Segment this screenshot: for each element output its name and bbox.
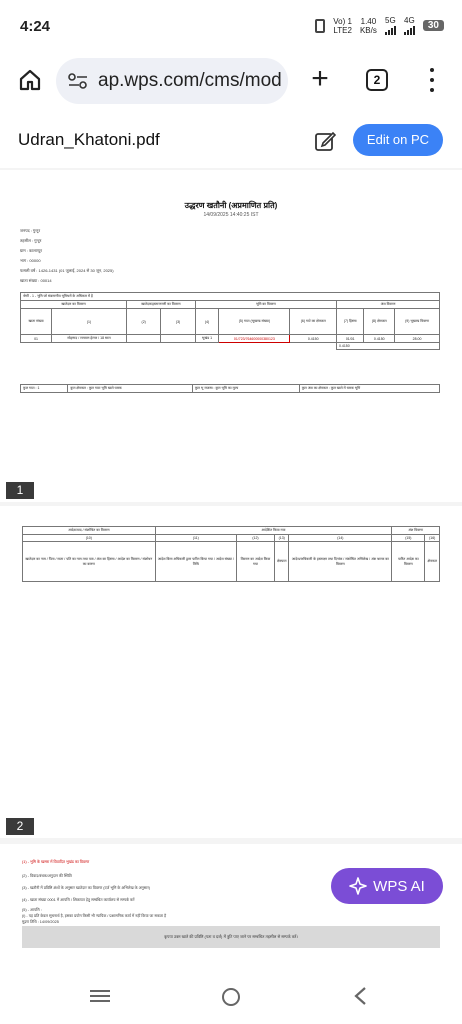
signal-bars-icon xyxy=(404,25,415,35)
column-header: (8) क्षेत्रफल xyxy=(364,309,395,335)
group-header: अंश विवरण xyxy=(392,527,440,535)
group-header: खातेदार का विवरण xyxy=(21,301,127,309)
document-title: Udran_Khatoni.pdf xyxy=(18,130,160,149)
group-header: आदेशित किया गया xyxy=(155,527,392,535)
group-header: आदेश/वाद / संशोधित का विवरण xyxy=(23,527,156,535)
note-line: (1) - भूमि के खसरा में विवादित भूखंड का विवरण xyxy=(22,860,90,864)
plus-icon: + xyxy=(311,62,329,95)
sparkle-icon xyxy=(349,877,367,895)
notice-box: कृपया उक्त खाते की प्रविष्टि (पता व दर्ज) में त्रुटि पाए जाने पर सम्बंधित तहसील से सम्पर्क करें। xyxy=(22,926,440,948)
new-tab-button[interactable] xyxy=(306,62,334,95)
home-icon xyxy=(18,68,42,92)
pdf-page-2 xyxy=(0,506,462,838)
browser-toolbar xyxy=(0,52,462,110)
table-note: श्रेणी - 1 - भूमि जो संक्रमणीय भूमिधरों के अधिकार में है xyxy=(21,293,440,301)
signal-bars-icon xyxy=(385,25,396,35)
home-button[interactable] xyxy=(18,68,42,92)
summary-cell: कुल क्षेत्रफल : कुल गाटा भूमि खाते धारक xyxy=(68,385,192,393)
pdf-viewer[interactable] xyxy=(0,168,462,968)
summary-cell: कुल अंश का क्षेत्रफल : कुल खाते में धारक भूमि xyxy=(299,385,439,393)
meta-line: ग्राम : कालाप्पुर xyxy=(20,248,43,253)
note-line: (5) - आपत्ति : xyxy=(22,908,42,912)
pdf-page-1 xyxy=(0,170,462,502)
battery-indicator: 30 xyxy=(423,20,444,31)
column-header: (6) गाटे का क्षेत्रफल xyxy=(290,309,337,335)
table-row: खातेदार का नाम / पिता / माता / पति का नाम तथा पता / अंश का हिस्सा / आदेश का विवरण / संशोधन का कारण आदेश किस अधिकारी द्वारा पारित किया गया / आदेश संख्या / तिथि विवरण का आदेश किया गया क्षेत्रफल आदेश/अधिकारी के हस्ताक्षर तथा दिनांक / संशोधित अभिलेख / अंश धारक का विवरण पारित आदेश का विवरण क्षेत्रफल xyxy=(23,542,440,582)
summary-table xyxy=(20,384,440,393)
signal-5g: 5G xyxy=(385,16,396,35)
note-line: (2) - विवाद/बंधक/अनुदान की स्थिति xyxy=(22,874,72,878)
note-line: मुद्रण तिथि : 14/09/2025 xyxy=(22,920,59,924)
column-header: (9) भूखण्ड विवरण xyxy=(395,309,440,335)
summary-cell: कुल गाटा : 1 xyxy=(21,385,68,393)
page-number-badge: 2 xyxy=(6,818,34,835)
wps-ai-label: WPS AI xyxy=(373,877,425,895)
note-line: (i) - यह प्रति केवल सूचनार्थ है, इसका प्रयोग किसी भी न्यायिक / प्रशासनिक कार्य में नहीं किया जा सकता है xyxy=(22,914,167,918)
meta-line: भाग : 00000 xyxy=(20,258,41,263)
page-subheading: 14/09/2025 14:40:25 IST xyxy=(203,212,259,218)
highlighted-plot-id: 01/723/764600000380123 xyxy=(219,335,290,343)
status-bar xyxy=(0,0,462,52)
column-header: (1) xyxy=(52,309,127,335)
group-header: भूमि का विवरण xyxy=(195,301,336,309)
volte-indicator: Vo) 1 LTE2 xyxy=(333,16,352,35)
meta-line: खाता संख्या : 00014 xyxy=(20,278,52,283)
meta-line: तहसील : गुन्टूर xyxy=(20,238,42,243)
site-settings-icon[interactable] xyxy=(68,73,88,89)
column-header: (2) xyxy=(126,309,160,335)
column-header: (4) xyxy=(195,309,218,335)
column-header: (7) हिस्सा xyxy=(336,309,363,335)
note-line: (3) - खतौनी में प्रविष्टि अंशों के अनुसार खातेदार का विवरण (दर्ज भूमि के अभिलेख के अनुसार) xyxy=(22,886,151,890)
meta-line: जनपद : गुन्टूर xyxy=(20,228,41,233)
back-button[interactable] xyxy=(353,986,367,1012)
signal-4g: 4G xyxy=(404,16,415,35)
column-header: (3) xyxy=(161,309,195,335)
recent-apps-button[interactable] xyxy=(90,990,110,1002)
note-line: (4) - खाता संख्या 0001 में आपत्ति / शिकायत हेतु सम्बंधित कार्यालय से सम्पर्क करें xyxy=(22,898,135,902)
page-number-badge: 1 xyxy=(6,482,34,499)
total-area: 0.4150 xyxy=(336,343,439,350)
wps-ai-button[interactable] xyxy=(331,868,443,904)
order-table: आदेश/वाद / संशोधित का विवरण आदेशित किया गया अंश विवरण (10) (11) (12) (13) (14) (15) (16) खातेदार का नाम / पिता / माता / पति का नाम तथा पता / अंश का हिस्सा / आदेश का विवरण / संशोधन का कारण आदेश किस अधिकारी द्वारा पारित किया गया / आदेश संख्या / तिथि विवरण का आदेश किया गया क्षेत्रफल आदेश/अधिकारी के हस्ताक्षर तथा दिनांक / संशोधित अभिलेख / अंश धारक का विवरण पारित आदेश का विवरण क्षेत्रफल xyxy=(22,526,440,582)
status-icons xyxy=(315,16,444,35)
edit-icon[interactable] xyxy=(314,130,336,152)
network-speed: 1.40 KB/s xyxy=(359,16,377,35)
pdf-page-3 xyxy=(0,844,462,968)
meta-line: फसली वर्ष : 1426-1431 (01 जुलाई, 2024 से 30 जून, 2025) xyxy=(20,268,114,273)
page-heading: उद्धरण खतौनी (अप्रमाणित प्रति) xyxy=(184,201,278,210)
back-icon xyxy=(353,986,367,1006)
column-header: (5) गाटा (भूखण्ड संख्या) xyxy=(219,309,290,335)
system-nav-bar xyxy=(0,968,462,1024)
address-bar[interactable] xyxy=(56,58,288,104)
vibrate-icon xyxy=(315,19,325,33)
summary-cell: कुल भू राजस्व : कुल भूमि का मूल्य xyxy=(192,385,299,393)
url-text: ap.wps.com/cms/mod xyxy=(98,70,282,91)
edit-on-pc-button[interactable]: Edit on PC xyxy=(353,124,443,156)
home-nav-button[interactable] xyxy=(222,988,240,1006)
group-header: खातेदार/हस्तान्तरणी का विवरण xyxy=(126,301,195,309)
tab-switcher-button[interactable]: 2 xyxy=(366,69,388,91)
table-row: 01 मोहम्मद / रामायन हेल्पर / 18 साल भूखंड 1 01/723/764600000380123 0.4150 01/01 0.4150 28.00 xyxy=(21,335,440,343)
group-header: अंश विवरण xyxy=(336,301,439,309)
khatoni-table xyxy=(20,292,440,350)
column-header: खाता संख्या xyxy=(21,309,52,335)
status-time: 4:24 xyxy=(20,17,51,35)
more-options-button[interactable] xyxy=(428,68,436,92)
